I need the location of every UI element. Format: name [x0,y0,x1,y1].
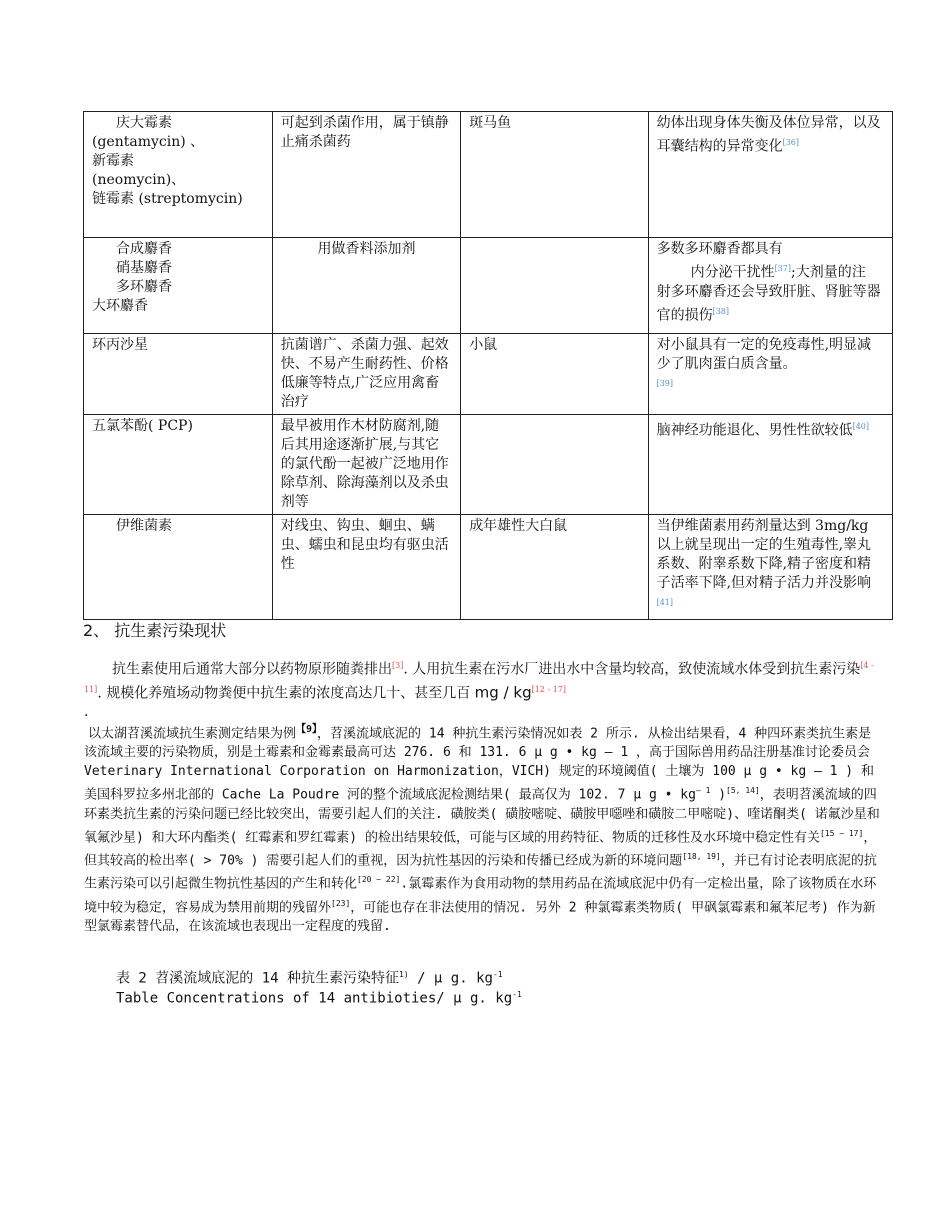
para-text: . 人用抗生素在污水厂进出水中含量均较高，致使流域水体受到抗生素污染 [403,661,861,678]
section-heading: 2、 抗生素污染现状 [83,621,227,640]
drug-cell [84,112,273,238]
subject-cell: 成年雄性大白鼠 [461,515,648,620]
effect-cell [648,515,892,620]
paragraph-2 [84,720,884,936]
citation: [23] [331,898,351,908]
citation: [12 - 17] [531,684,566,694]
subject-cell: 斑马鱼 [461,112,648,238]
superscript: — 1 [695,786,711,796]
use-cell: 用做香料添加剂 [272,238,460,334]
drug-line: (gentamycin) 、 [92,134,205,150]
para-text: . [84,704,89,721]
citation: [20 ~ 22] [357,875,401,885]
effect-cell [648,238,892,334]
para-text: 抗生素使用后通常大部分以药物原形随粪排出 [112,661,392,678]
caption-text: Table Concentrations of 14 antibioties/ μ g. kg [116,990,513,1007]
effect-text: 内分泌干扰性 [690,264,775,281]
effect-cell [648,334,892,415]
superscript: 1) [399,970,409,979]
effect-text: 射多环麝香还会导致肝脏、肾脏等器官的损伤 [656,283,881,324]
citation: [36] [782,138,800,147]
effect-cell [648,112,892,238]
paragraph-1 [84,656,884,722]
superscript: -1 [512,990,522,999]
effect-text: 对小鼠具有一定的免疫毒性,明显减少了肌肉蛋白质含量。 [656,337,872,372]
drug-line: 多环麝香 [116,279,172,295]
caption-text: / μ g. kg [408,970,493,987]
citation: [18, 19] [682,851,721,861]
para-text: ，并已有讨论表明底泥的抗生素污染可以引起微生物抗性基因的产生和转化 [84,853,877,892]
effect-text: 多数多环麝香都具有 [656,241,783,257]
citation: [15 ~ 17] [819,828,864,838]
drug-line: 五氯苯酚( PCP) [92,418,193,434]
effect-line [657,283,884,326]
drug-cell [84,515,273,620]
drug-line: 硝基麝香 [116,260,172,276]
superscript: -1 [492,970,503,979]
drug-line: 大环麝香 [92,298,148,314]
use-cell: 可起到杀菌作用，属于镇静止痛杀菌药 [272,112,460,238]
citation: [37] [774,264,792,273]
table-row [84,515,893,620]
para-text: ，但其较高的检出率( > 70% ) 需要引起人们的重视，因为抗性基因的污染和传播已经成为新的环境问题 [84,829,877,869]
table-caption-en [116,985,522,1009]
table-row [84,112,893,238]
table-row [84,238,893,334]
citation: [41] [656,598,674,607]
citation: [5, 14] [726,786,760,796]
drug-cell [84,238,273,334]
drug-line: 庆大霉素 [116,115,172,131]
use-cell: 对线虫、钩虫、蛔虫、螨虫、蠕虫和昆虫均有驱虫活性 [272,515,460,620]
subject-cell [461,415,648,515]
effect-text: 脑神经功能退化、男性性欲较低 [656,422,853,439]
subject-cell [461,238,648,334]
citation: 【9】 [296,724,318,735]
drug-line: 环丙沙星 [92,337,148,353]
citation: [38] [712,306,730,316]
table-row [84,334,893,415]
drug-line: 新霉素 [92,153,134,169]
unit-text: mg / kg [474,683,532,702]
effect-text: 当伊维菌素用药剂量达到 3mg/kg 以上就呈现出一定的生殖毒性,睾丸系数、附睾系数下降,精子密度和精子活率下降,但对精子活力并没影响 [656,518,872,591]
drug-line: 伊维菌素 [116,518,172,534]
drug-line: (neomycin)、 [92,172,186,188]
citation: [4 - 11] [84,661,874,694]
citation: [40] [852,422,870,431]
use-cell: 抗菌谱广、杀菌力强、起效快、不易产生耐药性、价格低廉等特点,广泛应用禽畜治疗 [272,334,460,415]
use-cell: 最早被用作木材防腐剂,随后其用途逐渐扩展,与其它的氯代酚一起被广泛地用作除草剂、除海藻剂以及杀虫剂等 [272,415,460,515]
toxicity-table [83,111,893,620]
effect-text: ;大剂量的注 [791,264,866,281]
para-text: . 规模化养殖场动物粪便中抗生素的浓度高达几十、甚至几百 [97,685,471,702]
effect-cell [648,415,892,515]
drug-cell [84,334,273,415]
para-text: ，苕溪流域底泥的 14 种抗生素污染情况如表 2 所示. 从检出结果看，4 种四环素类抗生素是该流域主要的污染物质，别是土霉素和金霉素最高可达 276. 6 和 131. 6 μ g • kg — 1 ，高于国际兽用药品注册基准讨论委员会 Veterinary International Corporation on Harmonization，VICH) 规定的环境阈值( 土壤为 100 μ g • kg — 1 ) 和美国科罗拉多州北部的 Cache La Poudre 河的整个流域底泥检测结果( 最高仅为 102. 7 μ g • kg [84,726,874,803]
subject-cell: 小鼠 [461,334,648,415]
citation: [39] [656,379,674,388]
para-text: 以太湖苕溪流域抗生素测定结果为例 [88,726,297,742]
caption-text: 表 2 苕溪流域底泥的 14 种抗生素污染特征 [116,970,399,987]
para-text: .氯霉素作为食用动物的禁用药品在流域底泥中仍有一定检出量，除了该物质在水环境中较为稳定，容易成为禁用前期的残留外 [84,876,877,915]
drug-line: 链霉素 (streptomycin) [92,191,243,207]
drug-line: 合成麝香 [116,241,172,257]
drug-cell [84,415,273,515]
para-text: ，表明苕溪流域的四环素类抗生素的污染问题已经比较突出，需要引起人们的关注. 磺胺类( 磺胺嘧啶、磺胺甲噁唑和磺胺二甲嘧啶)、喹诺酮类( 诺氟沙星和氧氟沙星) 和大环内酯类( 红霉素和罗红霉素) 的检出结果较低，可能与区域的用药特征、物质的迁移性及水环境中稳定性有关 [84,787,880,845]
citation: [3] [392,661,404,670]
para-text: ) [710,787,727,803]
effect-line [657,259,884,283]
table-row [84,415,893,515]
effect-text: 幼体出现身体失衡及体位异常，以及耳囊结构的异常变化 [656,115,881,155]
para-text: ，可能也存在非法使用的情况. 另外 2 种氯霉素类物质( 甲砜氯霉素和氟苯尼考) 作为新型氯霉素替代品，在该流域也表现出一定程度的残留. [84,899,876,934]
